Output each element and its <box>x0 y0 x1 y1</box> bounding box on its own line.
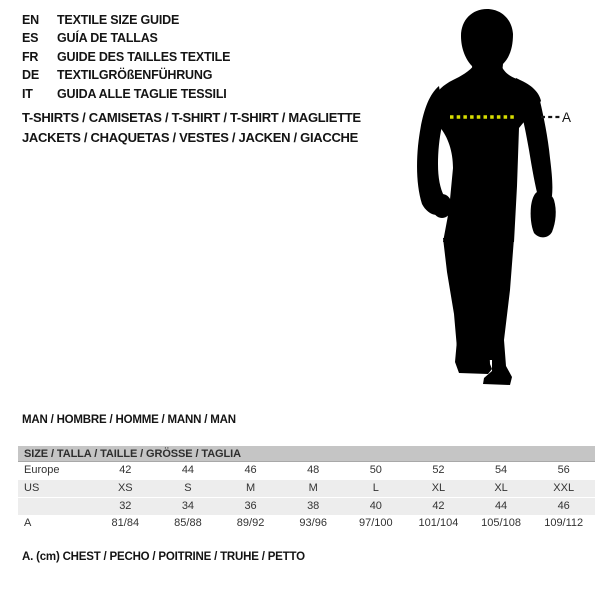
size-cell: 38 <box>307 500 320 512</box>
man-silhouette <box>413 6 578 392</box>
measure-label-a: A <box>562 110 572 125</box>
language-code: FR <box>22 49 39 64</box>
language-row <box>22 29 230 47</box>
language-label: GUIDE DES TAILLES TEXTILE <box>57 49 231 64</box>
size-cell: 50 <box>369 464 382 476</box>
size-cell: 89/92 <box>236 516 265 529</box>
size-cell: 97/100 <box>358 516 393 529</box>
size-cell: 48 <box>307 464 320 476</box>
language-label: TEXTILGRÖßENFÜHRUNG <box>57 68 213 83</box>
silhouette-left-foot <box>455 340 492 374</box>
size-cell: 109/112 <box>544 516 584 529</box>
silhouette-head <box>461 9 513 74</box>
category-line-jackets: JACKETS / CHAQUETAS / VESTES / JACKEN / GIACCHE <box>22 129 358 145</box>
language-code: EN <box>22 13 39 27</box>
size-cell: 93/96 <box>299 516 327 529</box>
table-row <box>18 515 595 533</box>
size-cell: S <box>184 481 192 494</box>
language-label: GUÍA DE TALLAS <box>57 31 158 46</box>
language-code: DE <box>22 68 39 83</box>
section-title: MAN / HOMBRE / HOMME / MANN / MAN <box>22 414 236 426</box>
language-row <box>22 66 230 84</box>
size-cell: 44 <box>494 500 508 512</box>
size-cell: 44 <box>181 464 195 476</box>
language-label: TEXTILE SIZE GUIDE <box>57 13 180 27</box>
row-label <box>18 498 94 515</box>
size-cell: 42 <box>432 500 445 512</box>
language-list <box>22 11 230 103</box>
silhouette-left-hand <box>432 194 452 218</box>
size-cell: 56 <box>557 464 570 476</box>
size-cell: L <box>372 481 379 494</box>
size-table-header: SIZE / TALLA / TAILLE / GRÖSSE / TAGLIA <box>18 446 595 462</box>
language-row <box>22 11 230 29</box>
table-row <box>18 480 595 498</box>
measurement-footnote: A. (cm) CHEST / PECHO / POITRINE / TRUHE / PETTO <box>22 551 305 563</box>
size-cell: 52 <box>432 464 445 476</box>
row-label: US <box>24 481 40 494</box>
size-cell: XL <box>431 481 446 494</box>
language-label: GUIDA ALLE TAGLIE TESSILI <box>57 86 227 101</box>
row-label: Europe <box>24 464 60 476</box>
silhouette-right-hand <box>531 191 556 237</box>
size-cell: M <box>245 481 256 494</box>
category-line-tshirts: T-SHIRTS / CAMISETAS / T-SHIRT / T-SHIRT / MAGLIETTE <box>22 110 361 125</box>
size-cell: 46 <box>557 500 570 512</box>
size-cell: 101/104 <box>418 516 459 529</box>
language-code: ES <box>22 31 39 46</box>
silhouette-right-arm <box>514 78 552 200</box>
size-cell: 46 <box>244 464 257 476</box>
size-cell: 54 <box>494 464 508 476</box>
row-label: A <box>24 516 32 529</box>
size-table <box>18 446 595 532</box>
size-cell: XS <box>117 481 133 494</box>
size-cell: XXL <box>553 481 575 494</box>
language-row <box>22 85 230 103</box>
size-cell: 36 <box>244 500 257 512</box>
size-cell: 32 <box>119 500 132 512</box>
language-code: IT <box>22 86 33 101</box>
category-lines <box>22 108 361 147</box>
size-cell: 105/108 <box>481 516 521 529</box>
table-row <box>18 462 595 480</box>
language-row <box>22 48 230 66</box>
size-cell: M <box>308 481 318 494</box>
size-cell: 85/88 <box>174 516 202 529</box>
size-cell: 42 <box>119 464 132 476</box>
size-cell: 34 <box>181 500 195 512</box>
size-cell: 40 <box>369 500 382 512</box>
table-row <box>18 497 595 515</box>
size-cell: XL <box>494 481 508 494</box>
man-silhouette-figure <box>413 6 578 392</box>
size-cell: 81/84 <box>111 516 140 529</box>
size-table-body <box>18 462 595 532</box>
